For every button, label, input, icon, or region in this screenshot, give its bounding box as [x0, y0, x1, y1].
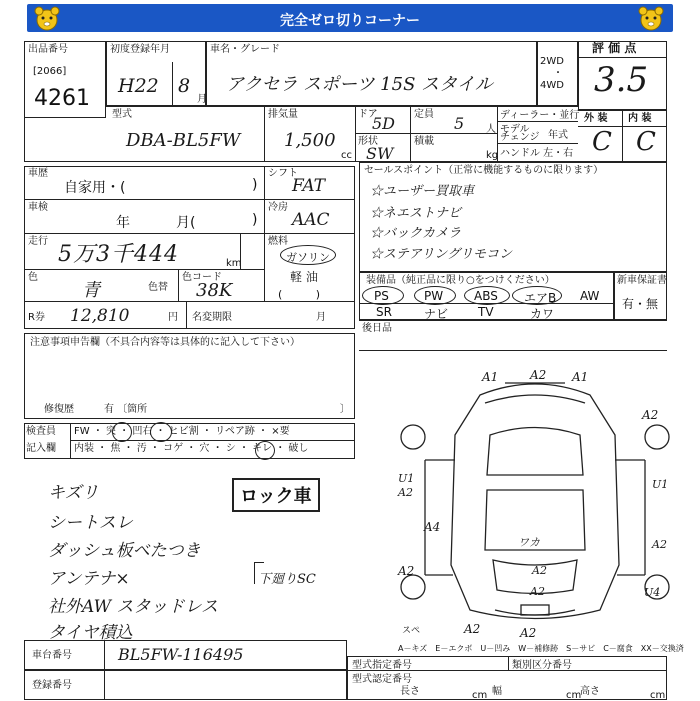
len-label: 長さ	[400, 686, 420, 697]
wid-label: 幅	[492, 686, 502, 697]
damage-mark: A2	[464, 622, 481, 636]
sales-point-item: ☆ネエストナビ	[370, 206, 462, 221]
sales-point-item: ☆ユーザー買取車	[370, 184, 475, 199]
equip-tv: TV	[478, 305, 494, 319]
damage-mark: U4	[644, 586, 661, 599]
load-unit: kg	[486, 150, 499, 161]
wid-unit: cm	[566, 690, 582, 701]
damage-mark: A2	[652, 538, 667, 551]
repair-value: 有 〔箇所	[104, 404, 148, 415]
doors-label: ドア	[358, 109, 378, 120]
color-code-label: 色コード	[182, 272, 222, 283]
equip-sr: SR	[376, 305, 392, 319]
recycle-label: R券	[28, 312, 45, 323]
capacity-label: 定員	[414, 109, 434, 120]
score-label: 評 価 点	[592, 41, 637, 55]
fuel-paren: ( )	[278, 288, 321, 301]
equip-leather: カワ	[530, 307, 555, 321]
note-item: ダッシュ板ベたつき	[48, 541, 201, 561]
damage-mark: A4	[424, 520, 441, 534]
displacement-value: 1,500	[284, 130, 336, 151]
ht-label: 高さ	[580, 686, 600, 697]
damage-mark: A2	[530, 585, 545, 598]
body-label: 形状	[358, 136, 378, 147]
capacity-value: 5	[454, 114, 465, 133]
header-bar	[27, 4, 673, 32]
ext-value: C	[592, 127, 612, 157]
color-value: 青	[82, 280, 100, 301]
header-title: 完全ゼロ切りコーナー	[280, 13, 420, 29]
history-value: 自家用・(	[64, 180, 126, 196]
mileage-label: 走行	[28, 236, 48, 247]
int-label: 内 装	[628, 113, 652, 124]
first-reg-month-unit: 月	[197, 94, 207, 105]
note-item: キズリ	[48, 483, 99, 503]
history-label: 車歴	[28, 168, 48, 179]
inspection-year: 年	[116, 215, 130, 231]
model-label: 型式	[112, 109, 132, 120]
oil-note: 下廻りSC	[258, 572, 316, 587]
displacement-label: 排気量	[268, 109, 298, 120]
displacement-unit: cc	[341, 150, 352, 161]
handle-label: ハンドル 左・右	[500, 148, 574, 159]
color-pattern-label: 色替	[148, 282, 168, 293]
equip-abs: ABS	[474, 289, 498, 303]
first-reg-era: H22	[118, 75, 159, 97]
bear-mascot-icon	[637, 5, 665, 33]
len-unit: cm	[472, 690, 488, 701]
shift-value: FAT	[292, 176, 326, 196]
sales-points-label: セールスポイント（正常に機能するものに限ります）	[364, 165, 604, 176]
drive-4wd: 4WD	[540, 80, 564, 91]
inspection-close: )	[252, 212, 258, 228]
body-value: SW	[366, 144, 394, 163]
mileage-value: 5万3千444	[58, 242, 179, 267]
equipment-label: 装備品（純正品に限り○をつけください）	[366, 275, 555, 286]
cert-label: 型式認定番号	[352, 674, 412, 685]
repair-label: 修復歴	[44, 404, 74, 415]
note-item: タイヤ積込	[48, 623, 133, 643]
damage-mark: ワカ	[518, 536, 540, 549]
model-change-label: モデル	[500, 124, 530, 135]
inspector-label2: 記入欄	[26, 443, 56, 454]
fuel-diesel: 軽 油	[290, 270, 318, 284]
model-value: DBA-BL5FW	[126, 130, 241, 151]
lock-stamp: ロック車	[232, 478, 320, 512]
spec-label: 型式指定番号	[352, 660, 412, 671]
chassis-label: 車台番号	[32, 650, 72, 661]
note-item: 社外AW スタッドレス	[48, 597, 218, 617]
notes-label: 注意事項申告欄（不具合内容等は具体的に記入して下さい）	[30, 337, 300, 348]
legend: A－キズ E－エクボ U－凹み W－補修跡 S－サビ C－腐食 XX－交換済	[398, 644, 684, 653]
fuel-label: 燃料	[268, 236, 288, 247]
drive-dot: ・	[553, 68, 563, 79]
name-change-unit: 月	[316, 312, 326, 323]
lot-label: 出品番号	[28, 44, 68, 55]
inspector-label1: 検査員	[26, 426, 56, 437]
equip-airbag: エアB	[524, 291, 557, 305]
capacity-unit: 人	[486, 124, 496, 135]
score-value: 3.5	[594, 60, 649, 100]
doors-value: 5D	[372, 114, 396, 133]
damage-mark: A2	[532, 564, 547, 577]
mark-circle	[112, 422, 132, 442]
equip-pw: PW	[424, 289, 444, 303]
damage-mark: A2	[520, 626, 537, 640]
damage-mark: A2	[530, 368, 547, 382]
later-docs-label: 後日品	[362, 323, 392, 334]
ht-unit: cm	[650, 690, 666, 701]
color-code-value: 38K	[196, 280, 233, 301]
recycle-unit: 円	[168, 312, 178, 323]
cooling-value: AAC	[292, 210, 330, 230]
registration-label: 登録番号	[32, 680, 72, 691]
inspector-row2: 内装 ・ 焦 ・ 汚 ・ コゲ ・ 穴 ・ シ ・ キレ ・ 破し	[74, 443, 309, 454]
inspector-row1: FW ・ 突 ・ 凹右 ・ ヒビ割 ・ リペア跡 ・ ×要	[74, 426, 290, 437]
model-change-label2: チェンジ	[500, 132, 540, 143]
lot-number: 4261	[34, 86, 90, 111]
mileage-unit: km	[226, 258, 242, 269]
name-change-label: 名変期限	[192, 312, 232, 323]
recycle-value: 12,810	[70, 306, 130, 326]
inspection-label: 車検	[28, 202, 48, 213]
note-item: アンテナ×	[48, 569, 130, 589]
repair-close: 〕	[340, 404, 350, 415]
car-name-label: 車名・グレード	[210, 44, 280, 55]
equip-aw: AW	[580, 289, 600, 303]
note-item: シートスレ	[48, 513, 133, 533]
equip-navi: ナビ	[424, 307, 449, 321]
ext-label: 外 装	[584, 113, 608, 124]
history-close: )	[252, 177, 258, 193]
cooling-label: 冷房	[268, 202, 288, 213]
fuel-gasoline-circle	[280, 245, 336, 265]
shift-label: シフト	[268, 168, 298, 179]
int-value: C	[636, 127, 656, 157]
first-reg-month: 8	[178, 75, 191, 97]
warranty-label: 新車保証書	[617, 275, 667, 286]
load-label: 積載	[414, 136, 434, 147]
car-name-value: アクセラ スポーツ 15S スタイル	[226, 74, 493, 95]
mark-circle	[150, 422, 172, 442]
damage-mark: A1	[572, 370, 589, 384]
fuel-gasoline: ガソリン	[286, 251, 330, 264]
chassis-value: BL5FW-116495	[118, 645, 244, 664]
spare-label: スペ	[402, 626, 421, 636]
model-change-year: 年式	[548, 130, 568, 141]
damage-mark: A2	[642, 408, 659, 422]
dealer-label: ディーラー・並行	[500, 110, 580, 121]
damage-mark: U1	[652, 478, 669, 491]
lot-sub: [2066]	[33, 66, 67, 77]
damage-mark: A2	[398, 564, 415, 578]
sales-point-item: ☆ステアリングリモコン	[370, 247, 512, 262]
mark-circle	[255, 441, 275, 460]
class-label: 類別区分番号	[512, 660, 572, 671]
registration-frame	[24, 670, 347, 700]
damage-mark: A1	[482, 370, 499, 384]
equip-ps: PS	[374, 289, 389, 303]
damage-mark: A2	[398, 486, 413, 499]
warranty-value: 有・無	[622, 297, 659, 311]
damage-mark: U1	[398, 472, 415, 485]
first-reg-label: 初度登録年月	[110, 44, 170, 55]
sales-point-item: ☆バックカメラ	[370, 226, 462, 241]
color-label: 色	[28, 272, 38, 283]
inspection-month: 月(	[176, 215, 196, 231]
drive-2wd: 2WD	[540, 56, 564, 67]
